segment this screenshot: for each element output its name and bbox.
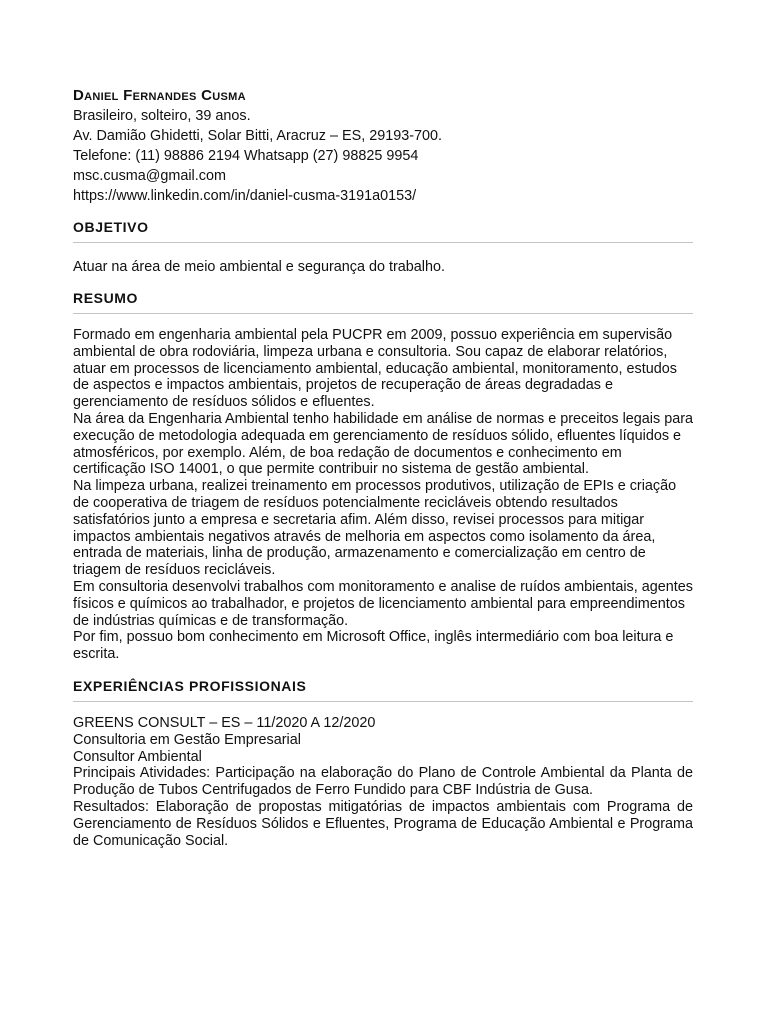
resumo-paragraph: Em consultoria desenvolvi trabalhos com monitoramento e analise de ruídos ambientais, agentes físicos e químicos ao trabalhador, e projetos de licenciamento ambiental para empreendimentos de indústrias químicas e de transformação. bbox=[73, 578, 693, 629]
experience-results: Resultados: Elaboração de propostas mitigatórias de impactos ambientais com Programa de Gerenciamento de Resíduos Sólidos e Efluentes, Programa de Educação Ambiental e Programa de Comunicação Social. bbox=[73, 798, 693, 849]
section-title-objetivo: OBJETIVO bbox=[73, 219, 149, 235]
resumo-paragraph: Na área da Engenharia Ambiental tenho habilidade em análise de normas e preceitos legais para execução de metodologia adequada em gerenciamento de resíduos sólido, efluentes líquidos e atmosféricos, por exemplo. Além, de boa redação de documentos e conhecimento em certificação ISO 14001, o que permite contribuir no sistema de gestão ambiental. bbox=[73, 410, 693, 478]
resume-page bbox=[73, 86, 693, 849]
experience-role: Consultor Ambiental bbox=[73, 748, 202, 765]
resumo-paragraph: Na limpeza urbana, realizei treinamento em processos produtivos, utilização de EPIs e criação de cooperativa de triagem de resíduos potencialmente recicláveis obtendo resultados satisfatórios junto a empresa e secretaria afim. Além disso, revisei processos para mitigar impactos ambientais negativos através de melhoria em aspectos como isolamento da área, entrada de materiais, linha de produção, armazenamento e comercialização em centro de triagem de resíduos recicláveis. bbox=[73, 478, 677, 579]
linkedin-url: https://www.linkedin.com/in/daniel-cusma-3191a0153/ bbox=[73, 188, 417, 204]
resumo-paragraph: Formado em engenharia ambiental pela PUCPR em 2009, possuo experiência em supervisão ambiental de obra rodoviária, limpeza urbana e consultoria. Sou capaz de elaborar relatórios, atuar em processos de licenciamento ambiental, educação ambiental, monitoramento, estudos de aspectos e impactos ambientais, projetos de recuperação de áreas degradadas e gerenciamento de resíduos sólidos e efluentes. bbox=[73, 327, 677, 411]
experience-activities: Principais Atividades: Participação na elaboração do Plano de Controle Ambiental da Planta de Produção de Tubos Centrifugados de Ferro Fundido para CBF Indústria de Gusa. bbox=[73, 765, 693, 799]
resumo-body bbox=[73, 327, 693, 663]
resumo-paragraph: Por fim, possuo bom conhecimento em Microsoft Office, inglês intermediário com boa leitura e escrita. bbox=[73, 629, 674, 663]
experience-company: GREENS CONSULT – ES – 11/2020 A 12/2020 bbox=[73, 714, 376, 731]
email: msc.cusma@gmail.com bbox=[73, 168, 226, 184]
candidate-name: Daniel Fernandes Cusma bbox=[73, 87, 246, 104]
experience-entry bbox=[73, 715, 693, 849]
section-title-experiencias: EXPERIÊNCIAS PROFISSIONAIS bbox=[73, 677, 307, 694]
personal-info: Brasileiro, solteiro, 39 anos. bbox=[73, 108, 251, 124]
contact-block bbox=[73, 86, 693, 206]
experience-area: Consultoria em Gestão Empresarial bbox=[73, 731, 301, 748]
address: Av. Damião Ghidetti, Solar Bitti, Aracruz – ES, 29193-700. bbox=[73, 128, 443, 144]
phone: Telefone: (11) 98886 2194 Whatsapp (27) 98825 9954 bbox=[73, 148, 419, 164]
section-title-resumo: RESUMO bbox=[73, 290, 139, 306]
objetivo-text: Atuar na área de meio ambiental e segurança do trabalho. bbox=[73, 259, 445, 275]
